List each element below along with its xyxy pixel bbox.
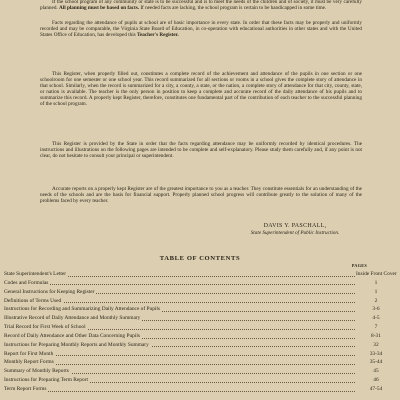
toc-entry-label: General Instructions for Keeping Register [4,288,95,295]
toc-entry-page: 1 [356,288,396,297]
toc-entry-label: Definitions of Terms Used [4,297,62,304]
toc-entry-label: Instructions for Recording and Summarizing Daily Attendance of Pupils [4,306,160,313]
toc-entry-page: 47-54 [356,385,396,394]
toc-entry [0,270,400,279]
toc-leader-dots [4,364,355,365]
toc-entry-label: Monthly Report Forms [4,359,54,366]
toc-entry [0,288,400,297]
toc-entry [0,323,400,332]
toc-entry [0,376,400,385]
p2-text-a: Facts regarding the attendance of pupils at school are of basic importance in every state. In order that these facts may be properly and uniformly recorded and may be comparable, the Virginia State Board of Education, in co-operation with educational authorities in other states and with the United States Office of Education, has developed this [40,20,362,39]
toc-entry-label: State Superintendent's Letter [4,271,67,277]
toc-entry-page: 8-31 [356,332,396,341]
toc-entry [0,314,400,323]
toc-entry [0,385,400,394]
toc-entry-page: 45 [356,367,396,376]
toc-entry-page: 4-5 [356,314,396,323]
toc-entry-page: 3-6 [356,305,396,314]
table-of-contents [0,270,400,394]
p1-text-c: If needed facts are lacking, the school program is certain to be handicapped in some time. [139,5,327,12]
signature-title: State Superintendent of Public Instruction. [250,230,340,236]
toc-entry-page: 1 [356,279,396,288]
toc-entry [0,358,400,367]
toc-entry-page: 35-44 [356,358,396,367]
toc-entry-page: 32 [356,341,396,350]
toc-entry [0,297,400,306]
toc-entry-page: 46 [356,376,396,385]
toc-entry-page: 33-34 [356,350,396,359]
toc-entry [0,341,400,350]
toc-pages-label: PAGES [351,263,367,268]
intro-paragraph-2 [40,20,362,38]
toc-entry-page: 2 [356,297,396,306]
toc-entry [0,367,400,376]
toc-entry-label: Summary of Monthly Reports [4,368,69,375]
toc-entry-label: Term Report Forms [4,385,47,392]
toc-leader-dots [4,355,355,356]
toc-entry-label: Codes and Formulas [4,279,49,286]
toc-entry-label: Illustrative Record of Daily Attendance and Monthly Summary [4,315,141,322]
toc-entry-label: Instructions for Preparing Term Report [4,377,88,384]
toc-entry-label: Record of Daily Attendance and Other Data Concerning Pupils [4,332,140,339]
intro-paragraph-1 [40,0,362,11]
toc-leader-dots [4,284,355,285]
intro-paragraph-4: This Register is provided by the State in order that the facts regarding attendance may be uniformly recorded by identical procedures. The instructions and illustrations on the following pages are intended to be complete and self-explanatory. Please study them carefully and, if any point is not clear, do not hesitate to consult your principal or superintendent. [40,141,362,160]
toc-leader-dots [4,391,355,392]
toc-entry [0,350,400,359]
intro-paragraph-5: Accurate reports on a properly kept Register are of the greatest importance to you as a teacher. They constitute essentials for an understanding of the needs of the schools and are the basis for financial support. Properly planned school progress will contribute greatly to the solution of many of the problems faced by every teacher. [40,186,362,205]
toc-entry-page: 7 [356,323,396,332]
p1-text-a: If the school program of any community or state is to be successful and is to meet the needs of the children and of society, it must be very carefully planned. [40,0,362,12]
toc-entry-label: Instructions for Preparing Monthly Reports and Monthly Summary [4,341,149,348]
toc-entry-page: Inside Front Cover [356,271,397,277]
toc-entry [0,332,400,341]
toc-heading: TABLE OF CONTENTS [159,255,241,262]
toc-entry-label: Report for First Month [4,350,54,357]
intro-paragraph-3: This Register, when properly filled out, constitutes a complete record of the achievement and attendance of the pupils in one section or one schoolroom for one semester or one school year. This record summarized for all sections or rooms in a school gives the complete story of attendance in that school. Similarly, when the record is summarized for a city, a county, a state, or the nation, a complete story of attendance for that city, county, state, or nation is available. The teacher is the only person in position to keep a complete and accurate record of the daily attendance of his pupils and to summarize this record. A properly kept Register, therefore, constitutes one fundamental part of the contribution of each teacher to the successful planning of the school program. [40,71,362,108]
toc-entry [0,305,400,314]
p2-text-bold: Teacher's Register. [137,32,179,39]
signature-block [230,223,360,236]
signature-name: DAVIS Y. PASCHALL, [263,223,327,229]
toc-entry-label: Trial Record for First Week of School [4,324,86,331]
toc-entry [0,279,400,288]
p1-text-bold: All planning must be based on facts. [59,5,140,12]
